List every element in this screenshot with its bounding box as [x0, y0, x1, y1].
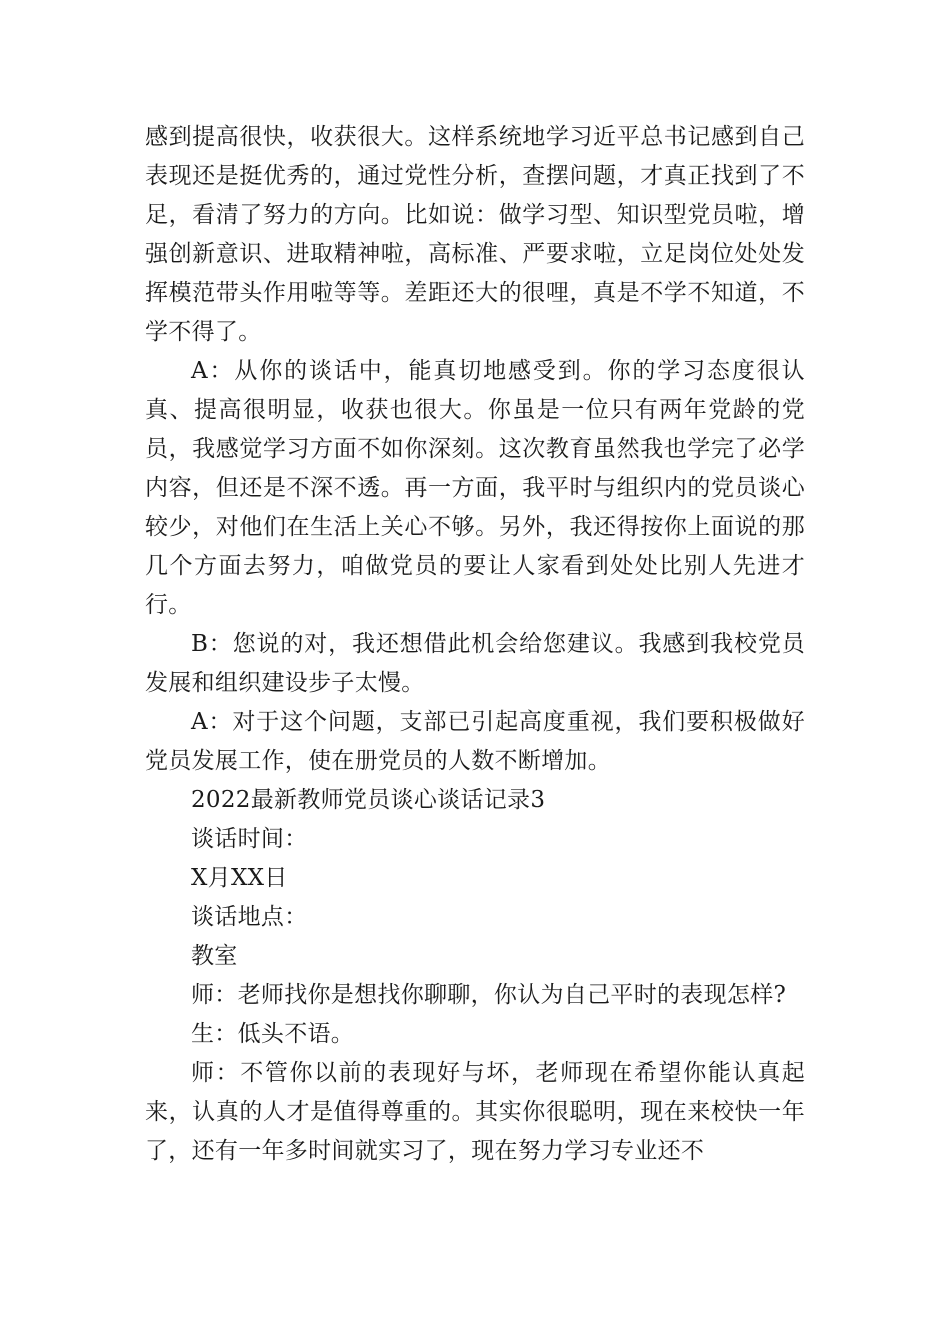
paragraph-a-reply: A：对于这个问题，支部已引起高度重视，我们要积极做好党员发展工作，使在册党员的人数不断增加。: [145, 709, 805, 774]
paragraph-teacher-advice: 师：不管你以前的表现好与坏，老师现在希望你能认真起来，认真的人才是值得尊重的。其实你很聪明，现在来校快一年了，还有一年多时间就实习了，现在努力学习专业还不: [145, 1060, 805, 1164]
paragraph-b-suggestion: B：您说的对，我还想借此机会给您建议。我感到我校党员发展和组织建设步子太慢。: [145, 631, 805, 696]
paragraph-continuation: 感到提高很快，收获很大。这样系统地学习近平总书记感到自己表现还是挺优秀的，通过党性分析，查摆问题，才真正找到了不足，看清了努力的方向。比如说：做学习型、知识型党员啦，增强创新意识、进取精神啦，高标准、严要求啦，立足岗位处处发挥模范带头作用啦等等。差距还大的很哩，真是不学不知道，不学不得了。: [145, 124, 805, 345]
paragraph-teacher-question: 师：老师找你是想找你聊聊，你认为自己平时的表现怎样?: [191, 982, 787, 1008]
paragraph-student-response: 生：低头不语。: [191, 1021, 355, 1047]
label-talk-location: 谈话地点：: [191, 904, 308, 930]
value-talk-location: 教室: [191, 943, 238, 969]
value-talk-time: X月XX日: [191, 865, 288, 891]
label-talk-time: 谈话时间：: [191, 826, 308, 852]
paragraph-a-response: A：从你的谈话中，能真切地感受到。你的学习态度很认真、提高很明显，收获也很大。你虽是一位只有两年党龄的党员，我感觉学习方面不如你深刻。这次教育虽然我也学完了必学内容，但还是不深不透。再一方面，我平时与组织内的党员谈心较少，对他们在生活上关心不够。另外，我还得按你上面说的那几个方面去努力，咱做党员的要让人家看到处处比别人先进才行。: [145, 358, 805, 618]
section-heading: 2022最新教师党员谈心谈话记录3: [191, 787, 546, 813]
document-page: [145, 118, 805, 1171]
